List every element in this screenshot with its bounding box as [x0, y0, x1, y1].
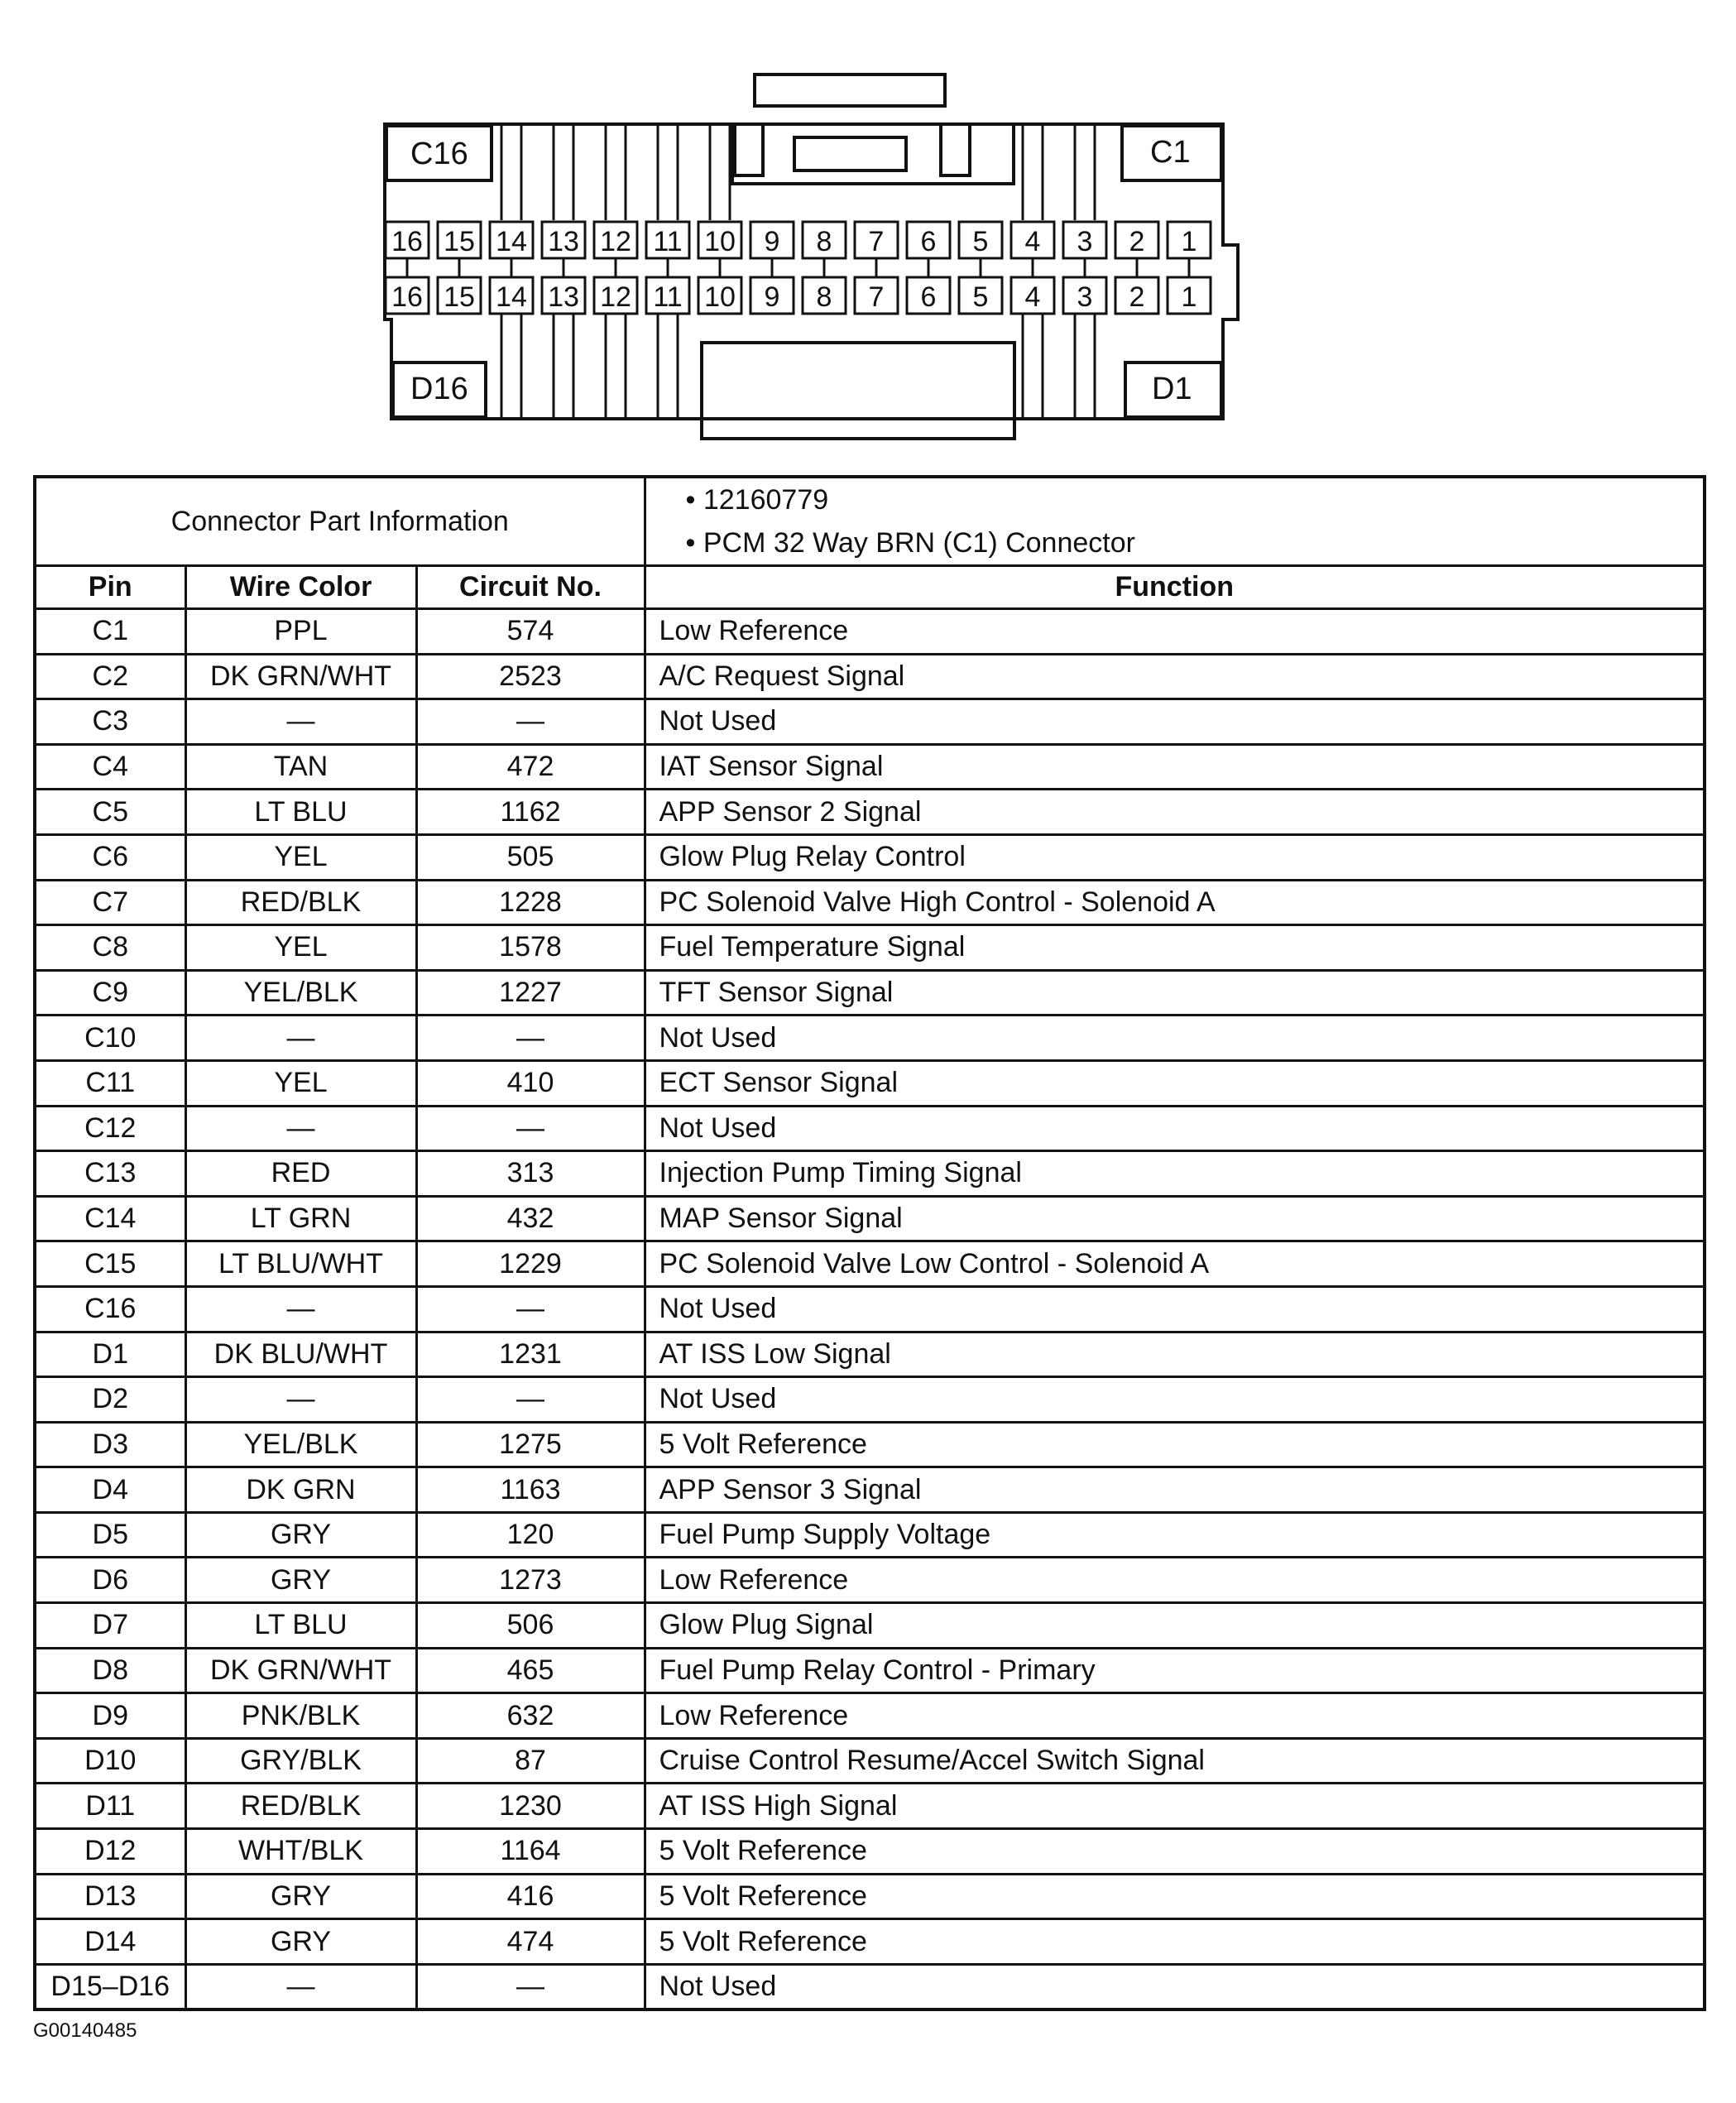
table-row [35, 1286, 1705, 1332]
cell-wire-color: TAN [185, 744, 416, 790]
cell-wire-color: GRY [185, 1874, 416, 1919]
cell-circuit-no: 574 [416, 609, 645, 655]
cell-pin: D5 [35, 1512, 185, 1558]
cell-pin: C3 [35, 699, 185, 745]
cell-function: Fuel Pump Relay Control - Primary [645, 1648, 1705, 1693]
row-d-pin-number: 1 [1181, 281, 1197, 313]
cell-function: 5 Volt Reference [645, 1422, 1705, 1467]
table-row [35, 1603, 1705, 1649]
row-c-pin-number: 13 [548, 226, 579, 257]
cell-pin: D12 [35, 1829, 185, 1875]
cell-pin: C14 [35, 1196, 185, 1241]
cell-pin: D1 [35, 1332, 185, 1377]
table-row [35, 925, 1705, 971]
cell-circuit-no: — [416, 1377, 645, 1423]
cell-pin: C11 [35, 1060, 185, 1106]
cell-function: Cruise Control Resume/Accel Switch Signal [645, 1738, 1705, 1784]
connector-lock-tab [755, 74, 945, 106]
table-row [35, 1874, 1705, 1919]
row-d-pin-number: 3 [1077, 281, 1093, 313]
cell-pin: C4 [35, 744, 185, 790]
cell-function: AT ISS Low Signal [645, 1332, 1705, 1377]
connector-face-diagram [0, 0, 1736, 463]
cell-wire-color: RED/BLK [185, 1784, 416, 1829]
cell-pin: C6 [35, 834, 185, 880]
row-d-pin-number: 4 [1024, 281, 1041, 313]
cell-function: Not Used [645, 1106, 1705, 1151]
cell-function: Low Reference [645, 1558, 1705, 1603]
cell-wire-color: PPL [185, 609, 416, 655]
cell-function: A/C Request Signal [645, 654, 1705, 699]
cell-circuit-no: — [416, 1015, 645, 1061]
cell-circuit-no: 506 [416, 1603, 645, 1649]
table-row [35, 1784, 1705, 1829]
cell-circuit-no: — [416, 699, 645, 745]
cell-pin: D3 [35, 1422, 185, 1467]
table-row [35, 1241, 1705, 1287]
cell-wire-color: LT GRN [185, 1196, 416, 1241]
table-row [35, 1151, 1705, 1197]
row-d-pin-number: 12 [600, 281, 631, 313]
cell-circuit-no: 474 [416, 1919, 645, 1965]
cell-pin: D7 [35, 1603, 185, 1649]
cell-function: Glow Plug Signal [645, 1603, 1705, 1649]
row-d-pin-number: 16 [391, 281, 423, 313]
cell-function: APP Sensor 2 Signal [645, 790, 1705, 835]
row-c-pin-number: 6 [920, 226, 937, 257]
cell-function: AT ISS High Signal [645, 1784, 1705, 1829]
latch-window [794, 137, 906, 170]
cell-circuit-no: 2523 [416, 654, 645, 699]
cell-wire-color: LT BLU [185, 790, 416, 835]
cell-pin: D11 [35, 1784, 185, 1829]
table-header-row [35, 566, 1705, 609]
row-c-pin-number: 15 [444, 226, 475, 257]
row-c-pin-number: 7 [868, 226, 885, 257]
table-row [35, 1919, 1705, 1965]
table-row [35, 790, 1705, 835]
cell-circuit-no: 1230 [416, 1784, 645, 1829]
cell-pin: D8 [35, 1648, 185, 1693]
table-row [35, 1015, 1705, 1061]
cell-pin: C16 [35, 1286, 185, 1332]
row-d-pin-number: 2 [1129, 281, 1145, 313]
table-row [35, 699, 1705, 745]
cell-wire-color: — [185, 1015, 416, 1061]
table-row [35, 1196, 1705, 1241]
cell-function: PC Solenoid Valve Low Control - Solenoid A [645, 1241, 1705, 1287]
cell-wire-color: RED/BLK [185, 880, 416, 925]
cell-pin: C5 [35, 790, 185, 835]
info-item-description: • PCM 32 Way BRN (C1) Connector [685, 527, 1135, 559]
cell-wire-color: DK BLU/WHT [185, 1332, 416, 1377]
cell-circuit-no: 1273 [416, 1558, 645, 1603]
cell-wire-color: PNK/BLK [185, 1693, 416, 1739]
cell-circuit-no: 1228 [416, 880, 645, 925]
table-row [35, 1693, 1705, 1739]
cell-pin: D13 [35, 1874, 185, 1919]
cell-pin: C1 [35, 609, 185, 655]
cell-function: ECT Sensor Signal [645, 1060, 1705, 1106]
cell-circuit-no: 632 [416, 1693, 645, 1739]
row-d-pin-number: 6 [920, 281, 937, 313]
cell-circuit-no: 1163 [416, 1467, 645, 1513]
cell-function: Fuel Pump Supply Voltage [645, 1512, 1705, 1558]
cell-circuit-no: 1231 [416, 1332, 645, 1377]
cell-circuit-no: 313 [416, 1151, 645, 1197]
header-pin: Pin [35, 566, 185, 609]
cell-function: Not Used [645, 699, 1705, 745]
cell-circuit-no: — [416, 1964, 645, 2009]
table-row [35, 1512, 1705, 1558]
label-d1: D1 [1152, 372, 1192, 406]
row-d-pin-number: 13 [548, 281, 579, 313]
cell-function: Not Used [645, 1964, 1705, 2009]
header-function: Function [645, 566, 1705, 609]
row-c-pin-number: 16 [391, 226, 423, 257]
table-row [35, 1738, 1705, 1784]
table-row [35, 1467, 1705, 1513]
table-row [35, 1332, 1705, 1377]
connector-info-list [645, 477, 1705, 566]
cell-circuit-no: 432 [416, 1196, 645, 1241]
cell-function: 5 Volt Reference [645, 1874, 1705, 1919]
cell-wire-color: YEL/BLK [185, 1422, 416, 1467]
connector-info-title: Connector Part Information [35, 477, 645, 566]
cell-function: PC Solenoid Valve High Control - Solenoid A [645, 880, 1705, 925]
table-row [35, 880, 1705, 925]
table-row [35, 609, 1705, 655]
cell-function: TFT Sensor Signal [645, 970, 1705, 1015]
cell-circuit-no: — [416, 1286, 645, 1332]
table-row [35, 834, 1705, 880]
cell-wire-color: GRY [185, 1919, 416, 1965]
row-c-pin-number: 1 [1181, 226, 1197, 257]
cell-wire-color: YEL/BLK [185, 970, 416, 1015]
cell-circuit-no: 505 [416, 834, 645, 880]
cell-wire-color: — [185, 1377, 416, 1423]
cell-function: Glow Plug Relay Control [645, 834, 1705, 880]
cell-wire-color: GRY [185, 1512, 416, 1558]
cell-pin: D9 [35, 1693, 185, 1739]
table-row [35, 970, 1705, 1015]
connector-shell [385, 124, 1238, 419]
table-row [35, 1060, 1705, 1106]
cell-function: IAT Sensor Signal [645, 744, 1705, 790]
table-row [35, 1648, 1705, 1693]
cell-circuit-no: 1227 [416, 970, 645, 1015]
pinout-table [33, 475, 1706, 2011]
cell-circuit-no: 1578 [416, 925, 645, 971]
row-d-pin-number: 5 [972, 281, 989, 313]
table-row [35, 654, 1705, 699]
cell-pin: C7 [35, 880, 185, 925]
cell-wire-color: YEL [185, 834, 416, 880]
info-item-part-number: • 12160779 [685, 484, 829, 516]
cell-circuit-no: 120 [416, 1512, 645, 1558]
cell-wire-color: YEL [185, 1060, 416, 1106]
cell-function: APP Sensor 3 Signal [645, 1467, 1705, 1513]
cell-wire-color: WHT/BLK [185, 1829, 416, 1875]
row-d-pin-number: 8 [816, 281, 832, 313]
label-c1: C1 [1150, 135, 1191, 170]
cell-pin: D4 [35, 1467, 185, 1513]
row-c-pin-number: 5 [972, 226, 989, 257]
cell-wire-color: YEL [185, 925, 416, 971]
label-c16: C16 [410, 137, 468, 171]
cell-function: Injection Pump Timing Signal [645, 1151, 1705, 1197]
cell-wire-color: — [185, 1106, 416, 1151]
row-c-pin-number: 10 [704, 226, 736, 257]
row-d-pin-number: 14 [496, 281, 527, 313]
cell-circuit-no: 1275 [416, 1422, 645, 1467]
cell-wire-color: GRY [185, 1558, 416, 1603]
cell-pin: D15–D16 [35, 1964, 185, 2009]
row-c-pin-number: 14 [496, 226, 527, 257]
cell-function: MAP Sensor Signal [645, 1196, 1705, 1241]
connector-info-row [35, 477, 1705, 566]
row-c-pin-number: 3 [1077, 226, 1093, 257]
lower-key-block [702, 343, 1014, 439]
cell-pin: C2 [35, 654, 185, 699]
table-row [35, 1422, 1705, 1467]
cell-circuit-no: 1162 [416, 790, 645, 835]
row-d-pin-number: 15 [444, 281, 475, 313]
cell-function: Not Used [645, 1015, 1705, 1061]
row-d-pin-number: 10 [704, 281, 736, 313]
cell-circuit-no: 1229 [416, 1241, 645, 1287]
row-c-pin-number: 11 [653, 226, 683, 257]
cell-circuit-no: 87 [416, 1738, 645, 1784]
cell-pin: D2 [35, 1377, 185, 1423]
row-d-pin-number: 11 [653, 281, 683, 313]
cell-circuit-no: 410 [416, 1060, 645, 1106]
row-d-pin-number: 9 [764, 281, 780, 313]
cell-wire-color: LT BLU/WHT [185, 1241, 416, 1287]
cell-pin: D6 [35, 1558, 185, 1603]
cell-circuit-no: 416 [416, 1874, 645, 1919]
row-c-pin-number: 8 [816, 226, 832, 257]
cell-function: 5 Volt Reference [645, 1919, 1705, 1965]
table-row [35, 1106, 1705, 1151]
cell-pin: C12 [35, 1106, 185, 1151]
cell-circuit-no: 472 [416, 744, 645, 790]
cell-wire-color: DK GRN/WHT [185, 654, 416, 699]
row-c-pin-number: 2 [1129, 226, 1145, 257]
cell-pin: D10 [35, 1738, 185, 1784]
cell-function: Low Reference [645, 1693, 1705, 1739]
header-wire-color: Wire Color [185, 566, 416, 609]
cell-circuit-no: 465 [416, 1648, 645, 1693]
table-row [35, 1829, 1705, 1875]
table-row [35, 1377, 1705, 1423]
cell-wire-color: GRY/BLK [185, 1738, 416, 1784]
table-row [35, 1558, 1705, 1603]
cell-function: Fuel Temperature Signal [645, 925, 1705, 971]
row-c-pin-number: 4 [1024, 226, 1041, 257]
cell-wire-color: LT BLU [185, 1603, 416, 1649]
cell-wire-color: — [185, 1964, 416, 2009]
cell-circuit-no: 1164 [416, 1829, 645, 1875]
row-c-pin-number: 9 [764, 226, 780, 257]
table-row [35, 1964, 1705, 2009]
cell-function: Not Used [645, 1286, 1705, 1332]
label-d16: D16 [410, 372, 468, 406]
cell-wire-color: DK GRN [185, 1467, 416, 1513]
cell-pin: D14 [35, 1919, 185, 1965]
cell-pin: C10 [35, 1015, 185, 1061]
row-d-pin-number: 7 [868, 281, 885, 313]
table-row [35, 744, 1705, 790]
row-c-pin-number: 12 [600, 226, 631, 257]
cell-function: Not Used [645, 1377, 1705, 1423]
cell-function: Low Reference [645, 609, 1705, 655]
cell-pin: C15 [35, 1241, 185, 1287]
cell-pin: C13 [35, 1151, 185, 1197]
cell-function: 5 Volt Reference [645, 1829, 1705, 1875]
cell-wire-color: RED [185, 1151, 416, 1197]
cell-wire-color: — [185, 1286, 416, 1332]
cell-wire-color: DK GRN/WHT [185, 1648, 416, 1693]
cell-pin: C8 [35, 925, 185, 971]
figure-id: G00140485 [33, 2019, 137, 2042]
cell-circuit-no: — [416, 1106, 645, 1151]
cell-wire-color: — [185, 699, 416, 745]
header-circuit-no: Circuit No. [416, 566, 645, 609]
cell-pin: C9 [35, 970, 185, 1015]
